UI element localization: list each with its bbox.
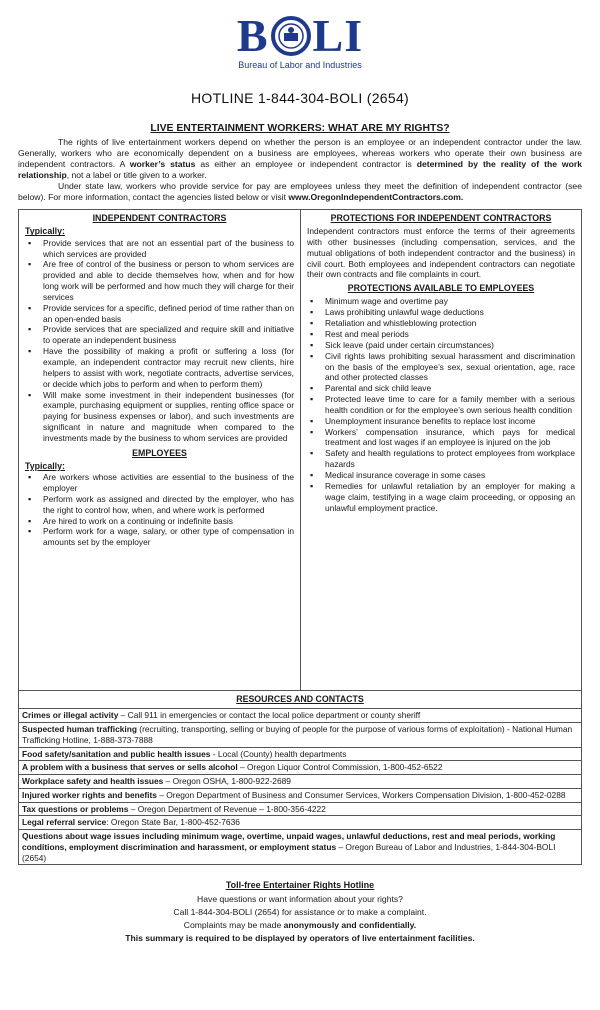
right-column — [301, 210, 581, 690]
employees-heading: EMPLOYEES — [132, 447, 187, 458]
list-item: ▪ Parental and sick child leave — [307, 383, 575, 394]
resource-row: Injured worker rights and benefits – Oregon Department of Business and Consumer Services, Workers Compensation Division, 1-800-452-0288 — [19, 789, 581, 803]
list-item: ▪ Have the possibility of making a profit or suffering a loss (for example, an independent contractor may recruit new clients, hire helpers to assist with work, negotiate contracts, advertise services, or decide which jobs to perform and when to perform them) — [25, 346, 294, 389]
footer-title: Toll-free Entertainer Rights Hotline — [225, 880, 375, 891]
resource-row: Food safety/sanitation and public health issues - Local (County) health departments — [19, 748, 581, 762]
list-item: ▪ Will make some investment in their independent businesses (for example, purchasing equipment or supplies, renting office space or paying for business expenses or labor), and such investments are significant in nature and magnitude when compared to the investments made by the business to whom services are provided — [25, 390, 294, 444]
resource-row: Crimes or illegal activity – Call 911 in emergencies or contact the local police department or county sheriff — [19, 709, 581, 723]
resources-table — [18, 691, 582, 865]
rights-table — [18, 209, 582, 691]
footer-line-3: Complaints may be made anonymously and confidentially. — [183, 919, 417, 930]
boli-logo — [18, 10, 582, 82]
left-column — [19, 210, 301, 690]
list-item: ▪ Remedies for unlawful retaliation by an employer for making a wage claim, testifying in a wage claim proceeding, or opposing an unlawful employment practice. — [307, 481, 575, 514]
intro-text — [18, 137, 582, 203]
list-item: ▪ Safety and health regulations to protect employees from workplace hazards — [307, 448, 575, 470]
employees-typically-label: Typically: — [25, 461, 65, 471]
list-item: ▪ Provide services for a specific, defined period of time rather than on an open-ended basis — [25, 303, 294, 325]
employees-list — [25, 472, 294, 548]
list-item: ▪ Laws prohibiting unlawful wage deductions — [307, 307, 575, 318]
list-item: ▪ Rest and meal periods — [307, 329, 575, 340]
intro-paragraph-2: Under state law, workers who provide service for pay are employees unless they meet the definition of independent contractor (see below). For more information, contact the agencies listed below or visit www.OregonIndependentContractors.com. — [18, 181, 582, 203]
resource-row: Suspected human trafficking (recruiting, transporting, selling or buying of people for the purpose of various forms of exploitation) - National Human Trafficking Hotline, 1-888-373-7888 — [19, 723, 581, 748]
oregon-seal-icon — [271, 16, 311, 56]
list-item: ▪ Civil rights laws prohibiting sexual harassment and discrimination on the basis of the employee’s sex, sexual orientation, age, race and other protected classes — [307, 351, 575, 384]
resources-heading: RESOURCES AND CONTACTS — [19, 691, 581, 709]
resource-row: Legal referral service: Oregon State Bar, 1-800-452-7636 — [19, 816, 581, 830]
list-item: ▪ Protected leave time to care for a family member with a serious health condition or for the employee’s own serious health condition — [307, 394, 575, 416]
list-item: ▪ Are hired to work on a continuing or indefinite basis — [25, 516, 294, 527]
logo-subtitle: Bureau of Labor and Industries — [238, 60, 362, 70]
contractors-list — [25, 238, 294, 444]
hotline-number: HOTLINE 1-844-304-BOLI (2654) — [190, 90, 410, 106]
logo-letter-b: B — [236, 10, 269, 61]
resource-row: A problem with a business that serves or sells alcohol – Oregon Liquor Control Commission, 1-800-452-6522 — [19, 761, 581, 775]
page-title: LIVE ENTERTAINMENT WORKERS: WHAT ARE MY RIGHTS? — [150, 122, 450, 134]
employee-protections-heading: PROTECTIONS AVAILABLE TO EMPLOYEES — [347, 283, 535, 294]
logo-letters-li: LI — [312, 10, 364, 61]
list-item: ▪ Provide services that are specialized and require skill and initiative to operate an independent business — [25, 324, 294, 346]
contractor-protections-text: Independent contractors must enforce the terms of their agreements with other businesses (including compensation, services, and the mutual obligations of both independent contractor and the business) in civil court. Both employees and independent contractors can negotiate their own contracts and file complaints in court. — [307, 226, 575, 280]
list-item: ▪ Workers’ compensation insurance, which pays for medical treatment and lost wages if an employee is injured on the job — [307, 427, 575, 449]
list-item: ▪ Sick leave (paid under certain circumstances) — [307, 340, 575, 351]
independent-contractors-heading: INDEPENDENT CONTRACTORS — [92, 213, 227, 224]
footer-line-4: This summary is required to be displayed by operators of live entertainment facilities. — [125, 932, 475, 943]
list-item: ▪ Provide services that are not an essential part of the business to which services are provided — [25, 238, 294, 260]
contractor-protections-heading: PROTECTIONS FOR INDEPENDENT CONTRACTORS — [330, 213, 552, 224]
list-item: ▪ Are free of control of the business or person to whom services are provided and able to decide themselves how, when and for how long work will be performed and how much they will charge for their services — [25, 259, 294, 302]
resource-row: Workplace safety and health issues – Oregon OSHA, 1-800-922-2689 — [19, 775, 581, 789]
contractors-typically-label: Typically: — [25, 226, 65, 237]
info-url: www.OregonIndependentContractors.com. — [288, 192, 464, 203]
resource-row: Tax questions or problems – Oregon Department of Revenue – 1-800-356-4222 — [19, 803, 581, 817]
list-item: ▪ Medical insurance coverage in some cases — [307, 470, 575, 481]
list-item: ▪ Unemployment insurance benefits to replace lost income — [307, 416, 575, 427]
hotline-footer — [18, 879, 582, 944]
list-item: ▪ Retaliation and whistleblowing protection — [307, 318, 575, 329]
list-item: ▪ Minimum wage and overtime pay — [307, 296, 575, 307]
list-item: ▪ Perform work as assigned and directed by the employer, who has the right to control how, when, and where work is performed — [25, 494, 294, 516]
intro-paragraph-1: The rights of live entertainment workers depend on whether the person is an employee or an independent contractor under the law. Generally, workers who are economically dependent on a business are employees, whereas workers who operate their own business are independent contractors. A worker’s status as either an employee or independent contractor is determined by the reality of the work relationship, not a label or title given to a worker. — [18, 137, 582, 181]
footer-line-1: Have questions or want information about your rights? — [197, 893, 403, 904]
footer-line-2: Call 1-844-304-BOLI (2654) for assistance or to make a complaint. — [173, 906, 427, 917]
list-item: ▪ Are workers whose activities are essential to the business of the employer — [25, 472, 294, 494]
list-item: ▪ Perform work for a wage, salary, or other type of compensation in amounts set by the employer — [25, 526, 294, 548]
resource-row: Questions about wage issues including minimum wage, overtime, unpaid wages, unlawful deductions, rest and meal periods, working conditions, employment discrimination and harassment, or employment status – Oregon Bureau of Labor and Industries, 1-844-304-BOLI (2654) — [22, 831, 556, 863]
employee-protections-list — [307, 296, 575, 513]
